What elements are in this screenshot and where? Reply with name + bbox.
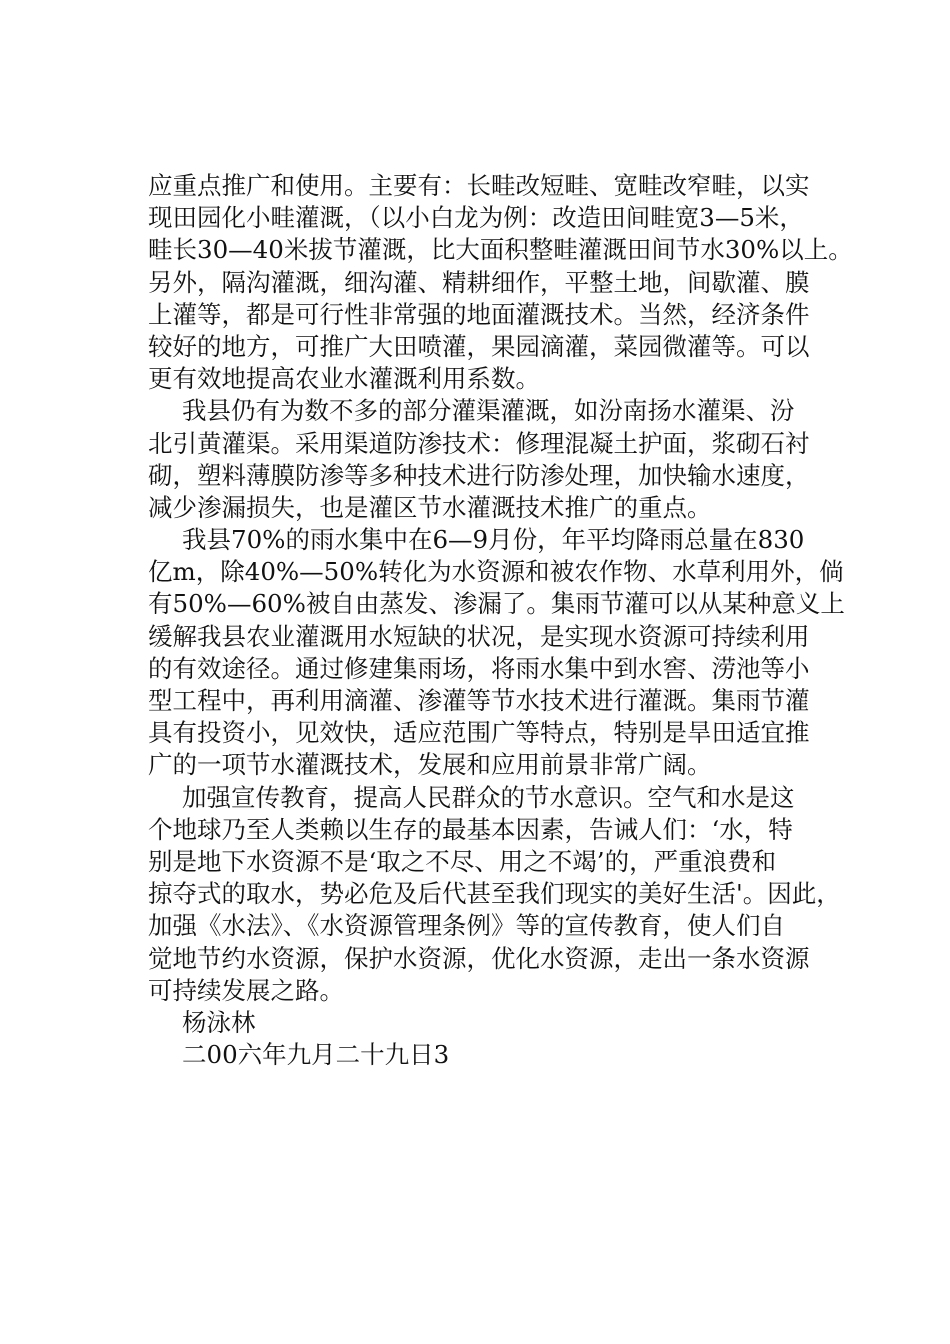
- text-line: 较好的地方，可推广大田喷灌，果园滴灌，菜园微灌等。可以: [148, 331, 810, 361]
- text-line: 砌，塑料薄膜防渗等多种技术进行防渗处理，加快输水速度，: [148, 460, 810, 490]
- text-line: 个地球乃至人类赖以生存的最基本因素，告诫人们：‘水，特: [148, 814, 793, 844]
- paragraph-start-line: 加强宣传教育，提高人民群众的节水意识。空气和水是这: [182, 782, 795, 812]
- author-name: 杨泳林: [182, 1007, 256, 1037]
- text-line: 现田园化小畦灌溉，（以小白龙为例：改造田间畦宽3—5米，: [148, 203, 804, 233]
- text-line: 畦长30—40米拔节灌溉，比大面积整畦灌溉田间节水30%以上。: [148, 235, 853, 265]
- text-line: 亿m，除40%—50%转化为水资源和被农作物、水草利用外，倘: [148, 557, 844, 587]
- text-line: 掠夺式的取水，势必危及后代甚至我们现实的美好生活'。因此，: [148, 879, 841, 909]
- text-line: 有50%—60%被自由蒸发、渗漏了。集雨节灌可以从某种意义上: [148, 589, 845, 619]
- text-line: 广的一项节水灌溉技术，发展和应用前景非常广阔。: [148, 750, 712, 780]
- text-line: 应重点推广和使用。主要有：长畦改短畦、宽畦改窄畦，以实: [148, 171, 810, 200]
- paragraph-start-line: 我县仍有为数不多的部分灌渠灌溉，如汾南扬水灌渠、汾: [182, 396, 795, 426]
- document-date: 二00六年九月二十九日3: [182, 1040, 450, 1070]
- text-line: 更有效地提高农业水灌溉利用系数。: [148, 364, 540, 394]
- text-line: 别是地下水资源不是‘取之不尽、用之不竭’的，严重浪费和: [148, 846, 777, 876]
- text-line: 减少渗漏损失，也是灌区节水灌溉技术推广的重点。: [148, 492, 712, 522]
- text-line: 上灌等，都是可行性非常强的地面灌溉技术。当然，经济条件: [148, 299, 810, 329]
- text-line: 缓解我县农业灌溉用水短缺的状况，是实现水资源可持续利用: [148, 621, 810, 651]
- text-line: 的有效途径。通过修建集雨场，将雨水集中到水窖、涝池等小: [148, 653, 810, 683]
- text-line: 觉地节约水资源，保护水资源，优化水资源，走出一条水资源: [148, 943, 810, 973]
- text-line: 加强《水法》、《水资源管理条例》等的宣传教育，使人们自: [148, 911, 785, 941]
- text-line: 另外，隔沟灌溉，细沟灌、精耕细作，平整土地，间歇灌、膜: [148, 267, 810, 297]
- text-line: 北引黄灌渠。采用渠道防渗技术：修理混凝土护面，浆砌石衬: [148, 428, 810, 458]
- text-line: 具有投资小，见效快，适应范围广等特点，特别是旱田适宜推: [148, 718, 810, 748]
- text-line: 可持续发展之路。: [148, 975, 344, 1005]
- paragraph-start-line: 我县70%的雨水集中在6—9月份，年平均降雨总量在830: [182, 525, 805, 555]
- text-line: 型工程中，再利用滴灌、渗灌等节水技术进行灌溉。集雨节灌: [148, 686, 810, 715]
- document-body: [148, 170, 853, 1071]
